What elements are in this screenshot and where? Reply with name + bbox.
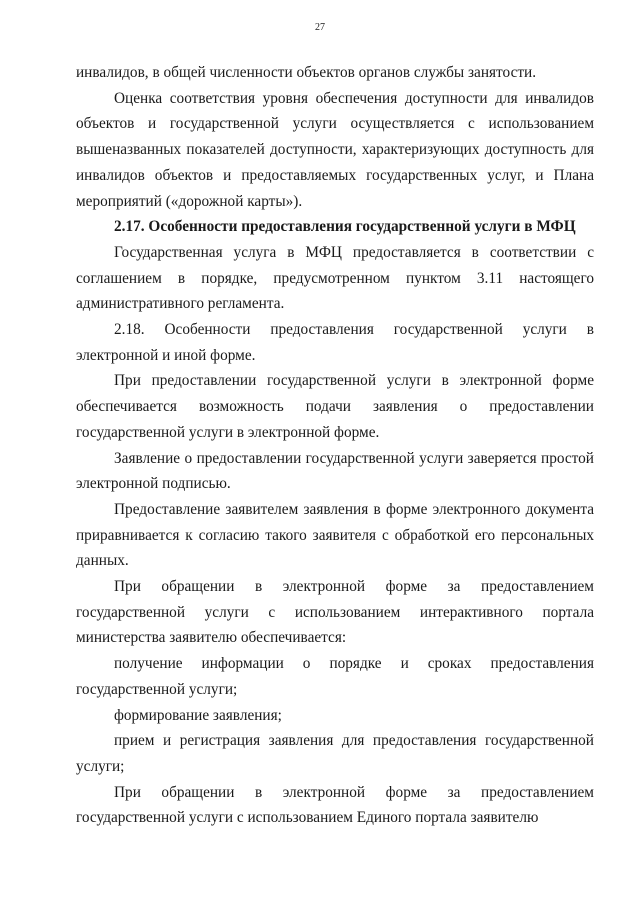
paragraph: При обращении в электронной форме за предоставлением государственной услуги с использованием интерактивного портала министерства заявителю обеспечивается: (76, 578, 594, 647)
section-heading: 2.17. Особенности предоставления государственной услуги в МФЦ (114, 218, 576, 236)
page-number: 27 (315, 22, 325, 33)
list-item: прием и регистрация заявления для предоставления государственной услуги; (76, 732, 594, 775)
paragraph: инвалидов, в общей численности объектов органов службы занятости. (76, 64, 537, 81)
paragraph: 2.18. Особенности предоставления государственной услуги в электронной и иной форме. (76, 321, 594, 364)
paragraph: При предоставлении государственной услуги в электронной форме обеспечивается возможность подачи заявления о предоставлении государственной услуги в электронной форме. (76, 372, 594, 441)
list-item: получение информации о порядке и сроках предоставления государственной услуги; (76, 655, 594, 698)
paragraph: Предоставление заявителем заявления в форме электронного документа приравнивается к согласию такого заявителя с обработкой его персональных данных. (76, 500, 594, 570)
list-item: формирование заявления; (114, 706, 282, 724)
paragraph: Государственная услуга в МФЦ предоставляется в соответствии с соглашением в порядке, предусмотренном пунктом 3.11 настоящего административного регламента. (76, 243, 594, 313)
paragraph: Оценка соответствия уровня обеспечения доступности для инвалидов объектов и государственной услуги осуществляется с использованием вышеназванных показателей доступности, характеризующих доступность для инвалидов объектов и предоставляемых государственных услуг, и Плана мероприятий («дорожной карты»). (76, 89, 594, 210)
paragraph: При обращении в электронной форме за предоставлением государственной услуги с использованием Единого портала заявителю (76, 783, 594, 827)
document-body (76, 60, 594, 831)
paragraph: Заявление о предоставлении государственной услуги заверяется простой электронной подписью. (76, 449, 594, 493)
